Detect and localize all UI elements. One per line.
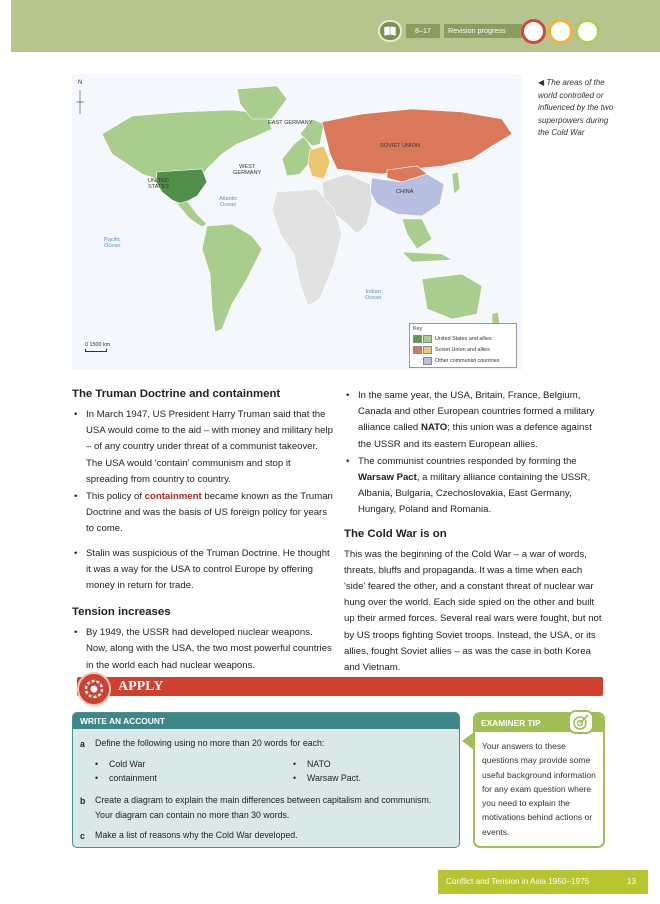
map-soviet-union — [322, 109, 512, 174]
truman-b2-post: became known as the Truman Doctrine and was the basis of US foreign policy for years to come. — [86, 491, 333, 535]
truman-bullet-3: • Stalin was suspicious of the Truman Doctrine. He thought it was a way for the USA to control Europe by offering money in return for trade. — [72, 546, 334, 595]
question-c-letter: c — [80, 831, 85, 841]
question-b-letter: b — [80, 796, 86, 806]
book-icon — [378, 20, 402, 42]
page-number: 13 — [626, 877, 636, 886]
map-western-europe — [282, 136, 312, 176]
map-central-america — [177, 201, 207, 227]
question-b-text: Create a diagram to explain the main differences between capitalism and communism. Your diagram can contain no more than 30 words. — [95, 795, 432, 820]
caption-triangle-icon: ◀ — [538, 78, 545, 87]
key-swatch-communist — [423, 357, 432, 365]
warsaw-post: , a military alliance containing the USSR, Albania, Bulgaria, Czechoslovakia, East Germany, Hungary, Poland and Romania. — [358, 472, 591, 516]
examiner-tip-text: Your answers to these questions may provide some useful background information for any exam question where you need to explain the motivations behind actions or events. — [482, 741, 596, 837]
map-caption — [538, 77, 618, 140]
question-c-text: Make a list of reasons why the Cold War developed. — [95, 830, 298, 840]
map-key — [409, 323, 517, 368]
warsaw-pre: The communist countries responded by forming the — [358, 455, 577, 467]
truman-bullet-1: • In March 1947, US President Harry Truman said that the USA would come to the aid – with money and military help – of any country under threat of a communist takeover. The USA would 'contain' communism and stop it spreading from country to country. — [72, 407, 334, 488]
truman-heading: The Truman Doctrine and containment — [72, 388, 281, 400]
key-label-communist: Other communist countries — [435, 357, 500, 364]
label-west-germany: WEST GERMANY — [233, 164, 262, 177]
write-account-heading: WRITE AN ACCOUNT — [73, 713, 459, 729]
target-icon — [568, 710, 594, 734]
progress-circle-red[interactable] — [521, 19, 546, 44]
label-indian-ocean: Indian Ocean — [365, 289, 382, 302]
map-africa — [272, 189, 342, 306]
examiner-tip-heading: EXAMINER TIP — [475, 714, 603, 732]
label-china: CHINA — [396, 189, 414, 195]
tension-heading: Tension increases — [72, 606, 171, 619]
label-united-states: UNITED STATES — [148, 178, 169, 191]
truman-b2-pre: This policy of — [86, 491, 145, 503]
write-account-box — [72, 712, 460, 848]
keyword-containment[interactable]: containment — [144, 491, 202, 503]
key-swatch-soviet-light — [423, 346, 432, 354]
progress-circle-amber[interactable] — [548, 19, 573, 44]
key-label-soviet: Soviet Union and allies — [435, 346, 490, 353]
truman-bullet-2 — [72, 489, 334, 538]
revision-progress-label: Revision progress — [444, 24, 522, 38]
keyword-warsaw-pact[interactable]: Warsaw Pact — [358, 472, 417, 484]
key-label-us: United States and allies — [435, 335, 492, 342]
warsaw-bullet — [344, 454, 606, 519]
term-containment: • containment — [95, 773, 157, 783]
progress-circle-green[interactable] — [575, 19, 600, 44]
label-atlantic-ocean: Atlantic Ocean — [219, 196, 238, 209]
key-swatch-us-light — [423, 335, 432, 343]
nato-post: ; this union was a defence against the USSR and its eastern European allies. — [358, 422, 592, 450]
label-pacific-ocean: Pacific Ocean — [104, 237, 121, 250]
term-warsaw-pact: • Warsaw Pact. — [293, 773, 361, 783]
key-swatch-soviet-dark — [413, 346, 422, 354]
keyword-nato[interactable]: NATO — [420, 422, 448, 434]
map-south-america — [202, 224, 262, 332]
tension-bullet-1: • By 1949, the USSR had developed nuclear weapons. Now, along with the USA, the two most powerful countries in the world each had nuclear weapons. — [72, 625, 334, 674]
scale-label: 0 1500 km — [85, 342, 111, 348]
world-map — [72, 74, 522, 370]
nato-pre: In the same year, the USA, Britain, France, Belgium, Canada and other European countries formed a military alliance called — [358, 390, 595, 434]
key-swatch-us-dark — [413, 335, 422, 343]
gear-icon — [77, 672, 111, 706]
term-nato: • NATO — [293, 759, 331, 769]
question-a-text: Define the following using no more than 20 words for each: — [95, 738, 325, 748]
map-indonesia — [402, 252, 452, 262]
caption-text: The areas of the world controlled or influenced by the two superpowers during the Cold War — [538, 78, 614, 138]
term-cold-war: • Cold War — [95, 759, 145, 769]
question-a-letter: a — [80, 739, 85, 749]
key-row-us — [413, 333, 513, 344]
right-column — [344, 388, 606, 676]
left-column — [72, 388, 334, 675]
footer-title: Conflict and Tension in Asia 1950–1975 — [446, 877, 590, 886]
page-range: 8–17 — [406, 24, 440, 38]
label-east-germany: EAST GERMANY — [268, 120, 313, 126]
map-eastern-europe — [308, 146, 330, 179]
apply-label: APPLY — [118, 679, 164, 694]
map-japan — [452, 172, 460, 194]
nato-bullet — [344, 388, 606, 453]
map-australia — [422, 274, 482, 319]
key-row-soviet — [413, 344, 513, 355]
scale-bar — [85, 349, 107, 352]
header-bar — [11, 0, 660, 52]
footer-bar — [438, 870, 648, 894]
map-southeast-asia — [402, 219, 432, 249]
key-row-communist — [413, 355, 513, 366]
key-title: Key — [413, 326, 423, 332]
north-indicator: N — [78, 80, 83, 86]
cold-war-paragraph: This was the beginning of the Cold War – a war of words, threats, bluffs and propaganda. It was a time when each 'side' feared the other, and a constant threat of nuclear war hung over the world. Each side spied on the other and built up their armed forces. Several real wars were fought, but not by US troops fighting Soviet troops. Instead, the USA, or its allies, fought Soviet allies – as was the case in both Korea and Vietnam. — [344, 548, 602, 674]
cold-war-heading: The Cold War is on — [344, 527, 447, 540]
label-soviet-union: SOVIET UNION — [380, 143, 420, 149]
